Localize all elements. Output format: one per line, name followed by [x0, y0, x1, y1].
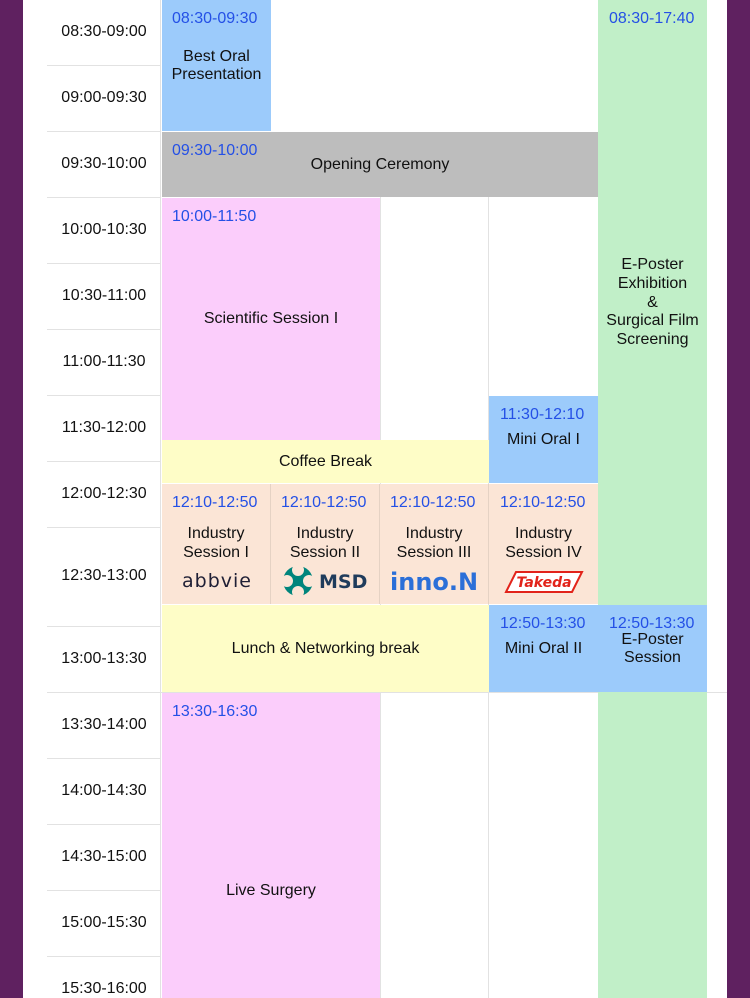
session-best-oral[interactable] [162, 0, 271, 131]
session-opening-ceremony[interactable] [162, 132, 598, 197]
row-divider [47, 395, 160, 396]
time-slot-label: 13:00-13:30 [61, 650, 147, 667]
session-title: & [647, 294, 658, 311]
row-divider [47, 758, 160, 759]
session-time: 08:30-09:30 [172, 10, 258, 27]
time-slot-label: 15:00-15:30 [61, 914, 147, 931]
schedule-page [23, 0, 727, 998]
inno-n-logo [390, 566, 482, 596]
sponsor-name: MSD [319, 571, 368, 593]
row-divider [47, 890, 160, 891]
time-slot-label: 08:30-09:00 [61, 23, 147, 40]
session-title: Screening [616, 331, 689, 348]
session-title: Coffee Break [278, 453, 373, 470]
session-time: 12:50-13:30 [609, 615, 695, 632]
session-title: Session IV [505, 544, 582, 561]
session-time: 12:10-12:50 [500, 494, 586, 511]
row-divider [47, 527, 160, 528]
row-divider [47, 65, 160, 66]
session-time: 09:30-10:00 [172, 142, 258, 159]
time-slot-label: 14:30-15:00 [61, 848, 147, 865]
time-slot-label: 12:30-13:00 [61, 567, 147, 584]
msd-logo-icon [281, 564, 373, 598]
session-eposter-session[interactable] [598, 605, 707, 692]
industry-sessions [162, 484, 598, 604]
session-title: E-Poster [621, 256, 684, 273]
row-divider [47, 626, 160, 627]
session-scientific-1[interactable] [162, 198, 380, 440]
time-slot-label: 12:00-12:30 [61, 485, 147, 502]
session-title: Industry [296, 525, 354, 542]
session-title: Mini Oral I [507, 431, 580, 448]
time-slot-label: 09:30-10:00 [61, 155, 147, 172]
row-divider [47, 131, 160, 132]
session-title: Session III [396, 544, 472, 561]
time-slot-label: 13:30-14:00 [61, 716, 147, 733]
sponsor-name: inno.N [390, 568, 479, 596]
session-title: Mini Oral II [504, 640, 583, 657]
session-time: 12:10-12:50 [390, 494, 476, 511]
session-title: Opening Ceremony [310, 156, 450, 173]
session-time: 12:50-13:30 [500, 615, 586, 632]
session-mini-oral-1[interactable] [489, 396, 598, 483]
session-title: Surgical Film [606, 312, 699, 329]
session-lunch[interactable] [162, 605, 489, 692]
session-title: Live Surgery [226, 882, 316, 899]
row-divider [47, 329, 160, 330]
session-eposter-exhibition[interactable] [598, 0, 707, 998]
session-title: Lunch & Networking break [231, 640, 420, 657]
sponsor-name: abbvie [182, 570, 252, 592]
session-live-surgery[interactable] [162, 693, 380, 998]
time-slot-label: 10:30-11:00 [61, 287, 147, 304]
session-title: Session I [183, 544, 249, 561]
session-coffee-break[interactable] [162, 440, 489, 483]
time-slot-label: 11:30-12:00 [61, 419, 147, 436]
row-divider [47, 197, 160, 198]
session-industry-3[interactable] [380, 484, 488, 604]
time-slot-label: 11:00-11:30 [62, 353, 146, 370]
row-divider [47, 461, 160, 462]
abbvie-logo [172, 570, 262, 592]
sponsor-name: Takeda [516, 575, 572, 591]
session-title: Session II [289, 544, 361, 561]
row-divider [47, 956, 160, 957]
session-title: Industry [405, 525, 463, 542]
session-title: Presentation [171, 66, 262, 83]
session-industry-4[interactable] [489, 484, 598, 604]
session-industry-1[interactable] [162, 484, 270, 604]
session-title: Session [624, 649, 681, 666]
session-title: Exhibition [617, 275, 688, 292]
time-slot-label: 14:00-14:30 [61, 782, 147, 799]
session-industry-2[interactable] [271, 484, 379, 604]
session-title: Industry [515, 525, 572, 542]
time-slot-label: 09:00-09:30 [61, 89, 147, 106]
session-title: Industry [187, 525, 245, 542]
row-divider [47, 263, 160, 264]
session-title: Scientific Session I [203, 310, 339, 327]
session-time: 10:00-11:50 [172, 208, 257, 225]
session-time: 13:30-16:30 [172, 703, 258, 720]
session-time: 12:10-12:50 [172, 494, 258, 511]
takeda-logo [502, 568, 586, 596]
row-divider [47, 824, 160, 825]
session-time: 11:30-12:10 [500, 406, 585, 423]
session-title: Best Oral [183, 48, 250, 65]
session-time: 08:30-17:40 [609, 10, 695, 27]
session-title: E-Poster [621, 631, 684, 648]
session-mini-oral-2[interactable] [489, 605, 598, 692]
time-slot-label: 15:30-16:00 [61, 980, 147, 997]
session-time: 12:10-12:50 [281, 494, 367, 511]
time-slot-label: 10:00-10:30 [61, 221, 147, 238]
